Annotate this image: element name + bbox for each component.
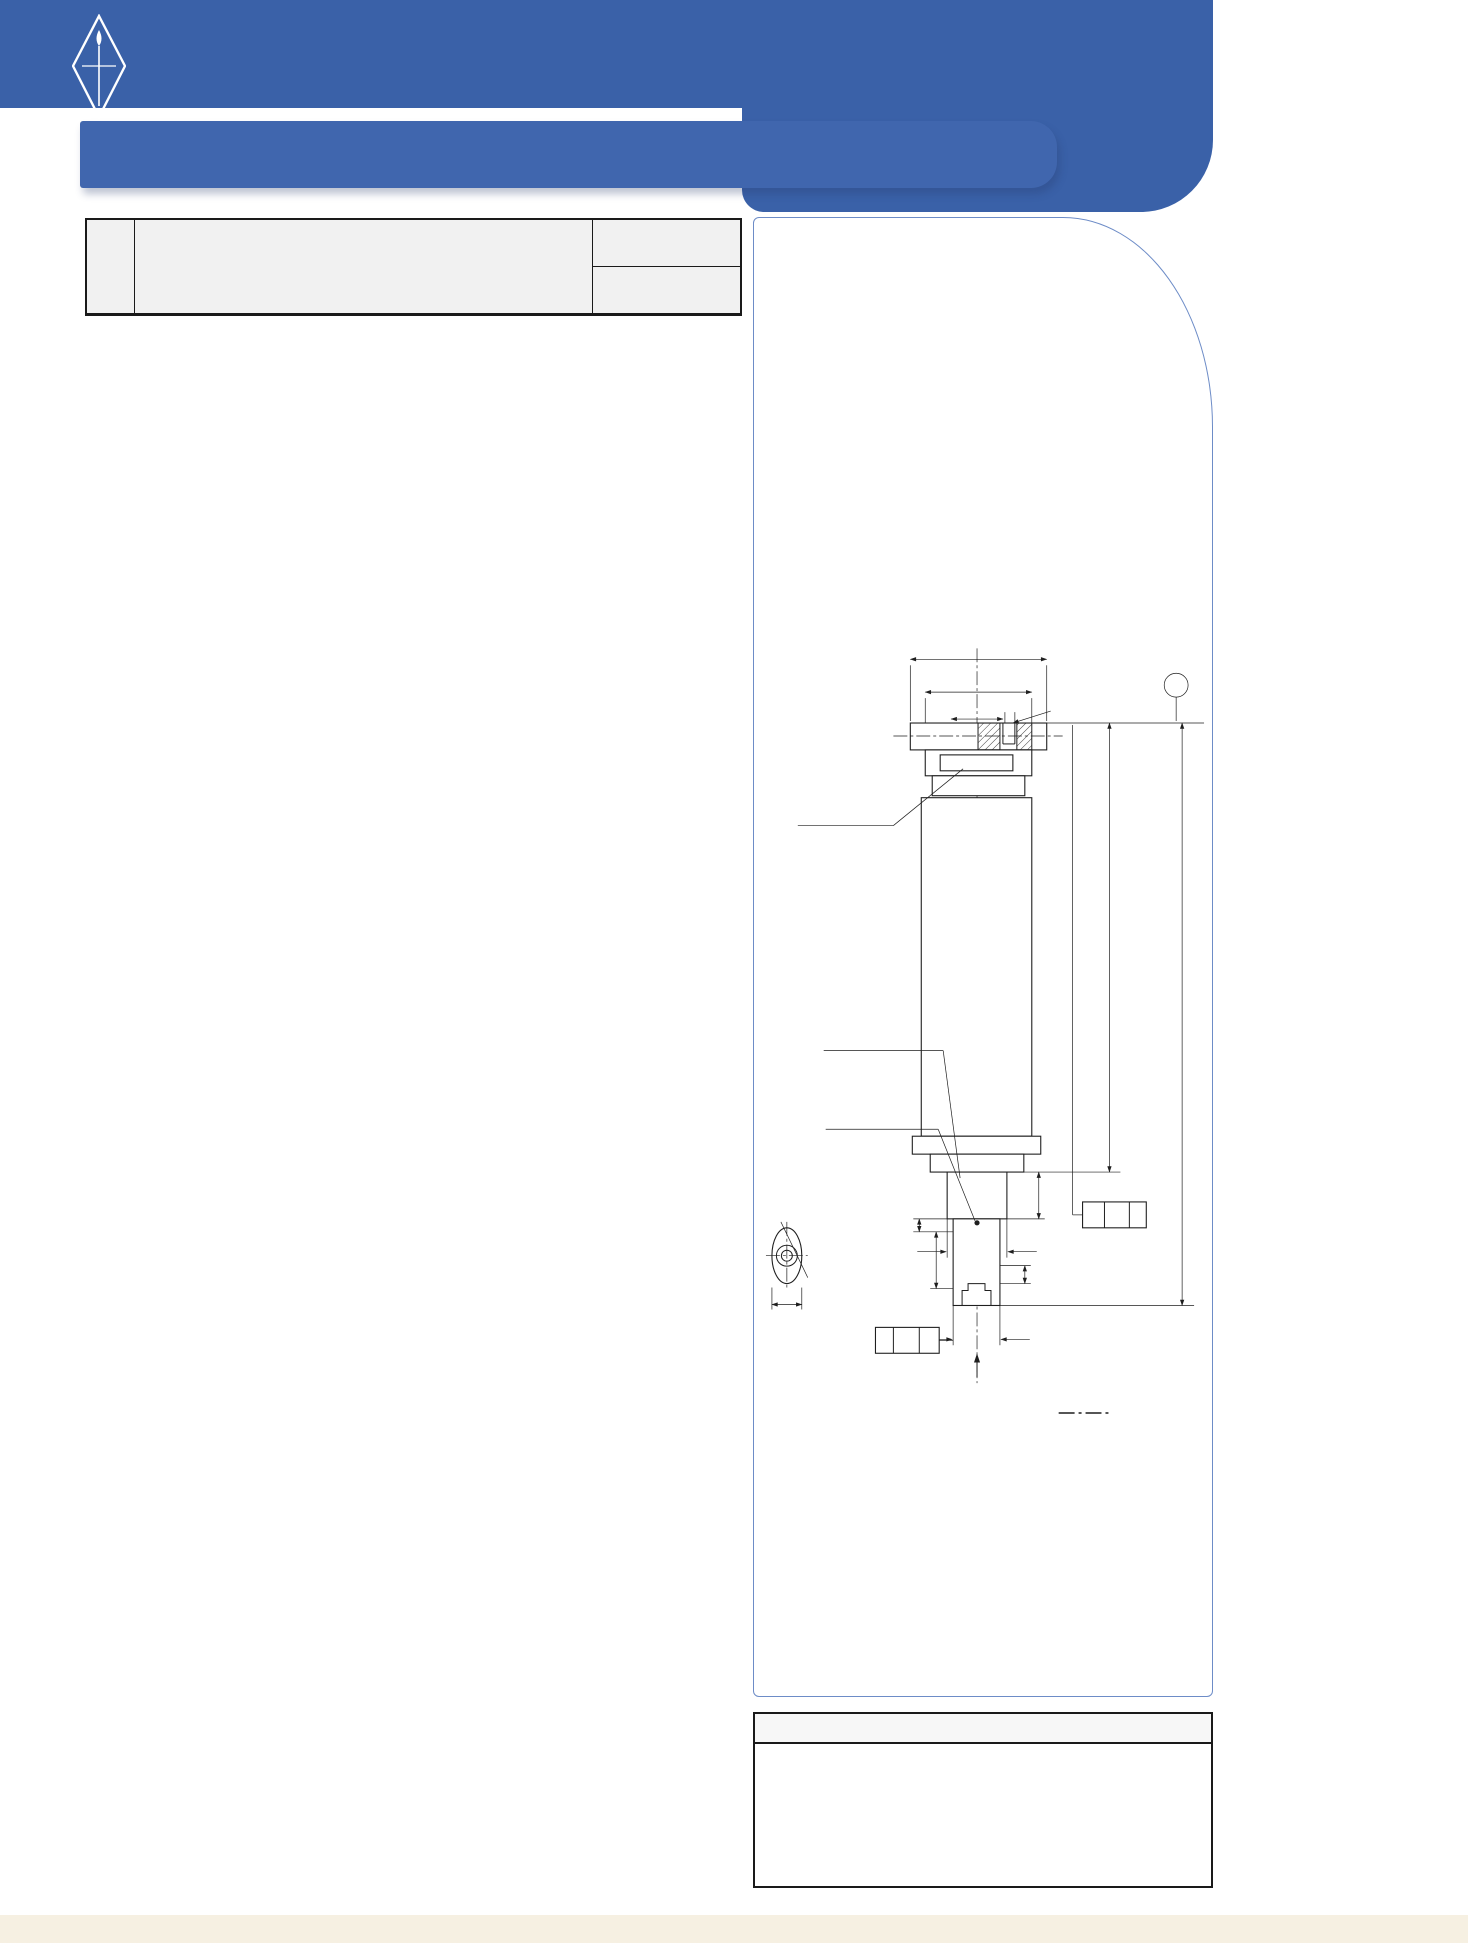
- vacuum-interrupter-drawing: [754, 218, 1212, 1696]
- guide-bushing-rect: [947, 1172, 1007, 1219]
- spec-table-header: [87, 220, 740, 314]
- nameplate-rect: [940, 755, 1013, 771]
- footer-strip: [0, 1915, 1468, 1943]
- notes-box: [753, 1712, 1213, 1888]
- type-value: [593, 267, 740, 313]
- type-label: [593, 220, 740, 267]
- col-header-spec: [135, 220, 593, 314]
- notes-header: [755, 1714, 1211, 1744]
- notes-body: [755, 1744, 1211, 1758]
- drawing-panel: [753, 217, 1213, 1697]
- header-bar: [0, 0, 1213, 108]
- col-header-no: [87, 220, 135, 314]
- page-title-banner: [80, 121, 1057, 188]
- burning-mark-dot: [974, 1220, 979, 1225]
- spec-table: [85, 218, 742, 316]
- baoguang-logo-icon: [72, 14, 126, 120]
- col-header-type: [593, 220, 740, 314]
